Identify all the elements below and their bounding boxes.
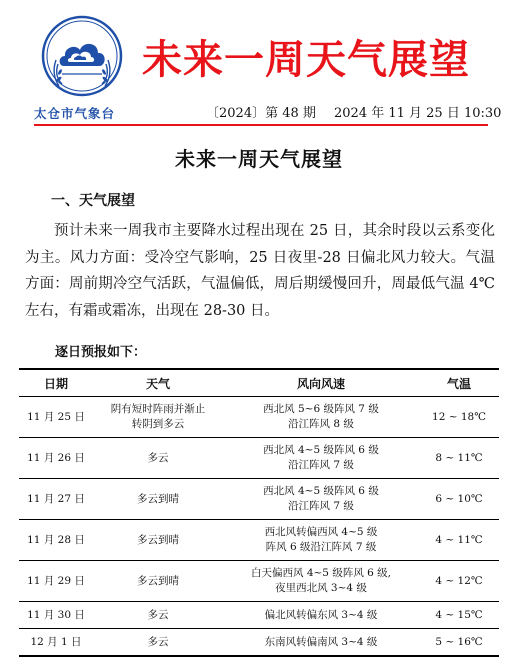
outlook-paragraph: 预计未来一周我市主要降水过程出现在 25 日，其余时段以云系变化为主。风力方面：受冷空气影响，25 日夜里-28 日偏北风力较大。气温方面：周前期冷空气活跃，气温偏低，周后期缓慢回升，周最低气温 4℃左右，有霜或霜冻，出现在 28-30 日。 — [25, 223, 495, 319]
weather-cell: 多云到晴 — [93, 520, 223, 561]
date-cell: 11 月 28 日 — [19, 520, 93, 561]
table-row — [19, 602, 499, 629]
table-header-row — [19, 369, 499, 397]
weather-cell: 阴有短时阵雨并渐止 转阴到多云 — [93, 397, 223, 438]
wind-cell: 西北风转偏西风 4~5 级 阵风 6 级沿江阵风 7 级 — [223, 520, 419, 561]
table-row — [19, 397, 499, 438]
table-row — [19, 479, 499, 520]
meteorological-logo-icon — [40, 14, 124, 98]
table-row — [19, 438, 499, 479]
issuing-organization: 太仓市气象台 — [34, 106, 116, 121]
table-row — [19, 629, 499, 657]
column-header-temperature: 气温 — [419, 369, 499, 397]
weather-cell: 多云到晴 — [93, 479, 223, 520]
date-cell: 11 月 26 日 — [19, 438, 93, 479]
weather-cell: 多云 — [93, 438, 223, 479]
column-header-wind: 风向风速 — [223, 369, 419, 397]
column-header-weather: 天气 — [93, 369, 223, 397]
header-divider — [34, 124, 488, 126]
date-cell: 12 月 1 日 — [19, 629, 93, 657]
wind-cell: 西北风 5~6 级阵风 7 级 沿江阵风 8 级 — [223, 397, 419, 438]
weather-cell: 多云 — [93, 602, 223, 629]
column-header-date: 日期 — [19, 369, 93, 397]
temperature-cell: 4 ~ 15℃ — [419, 602, 499, 629]
table-row — [19, 520, 499, 561]
temperature-cell: 8 ~ 11℃ — [419, 438, 499, 479]
temperature-cell: 5 ~ 16℃ — [419, 629, 499, 657]
temperature-cell: 4 ~ 12℃ — [419, 561, 499, 602]
temperature-cell: 12 ~ 18℃ — [419, 397, 499, 438]
wind-cell: 西北风 4~5 级阵风 6 级 沿江阵风 7 级 — [223, 438, 419, 479]
wind-cell: 西北风 4~5 级阵风 6 级 沿江阵风 7 级 — [223, 479, 419, 520]
daily-forecast-table — [19, 368, 499, 657]
section-heading: 一、天气展望 — [51, 193, 135, 209]
issue-number: 〔2024〕第 48 期 — [206, 106, 316, 121]
date-cell: 11 月 29 日 — [19, 561, 93, 602]
daily-forecast-heading: 逐日预报如下： — [55, 345, 147, 360]
wind-cell: 白天偏西风 4~5 级阵风 6 级, 夜里西北风 3~4 级 — [223, 561, 419, 602]
weather-cell: 多云到晴 — [93, 561, 223, 602]
temperature-cell: 6 ~ 10℃ — [419, 479, 499, 520]
document-title: 未来一周天气展望 — [175, 147, 343, 171]
date-cell: 11 月 25 日 — [19, 397, 93, 438]
date-cell: 11 月 30 日 — [19, 602, 93, 629]
weather-cell: 多云 — [93, 629, 223, 657]
wind-cell: 东南风转偏南风 3~4 级 — [223, 629, 419, 657]
wind-cell: 偏北风转偏东风 3~4 级 — [223, 602, 419, 629]
table-row — [19, 561, 499, 602]
header-title: 未来一周天气展望 — [142, 37, 470, 83]
issue-datetime: 2024 年 11 月 25 日 10:30 — [334, 106, 502, 121]
issue-line — [0, 101, 518, 121]
temperature-cell: 4 ~ 11℃ — [419, 520, 499, 561]
date-cell: 11 月 27 日 — [19, 479, 93, 520]
